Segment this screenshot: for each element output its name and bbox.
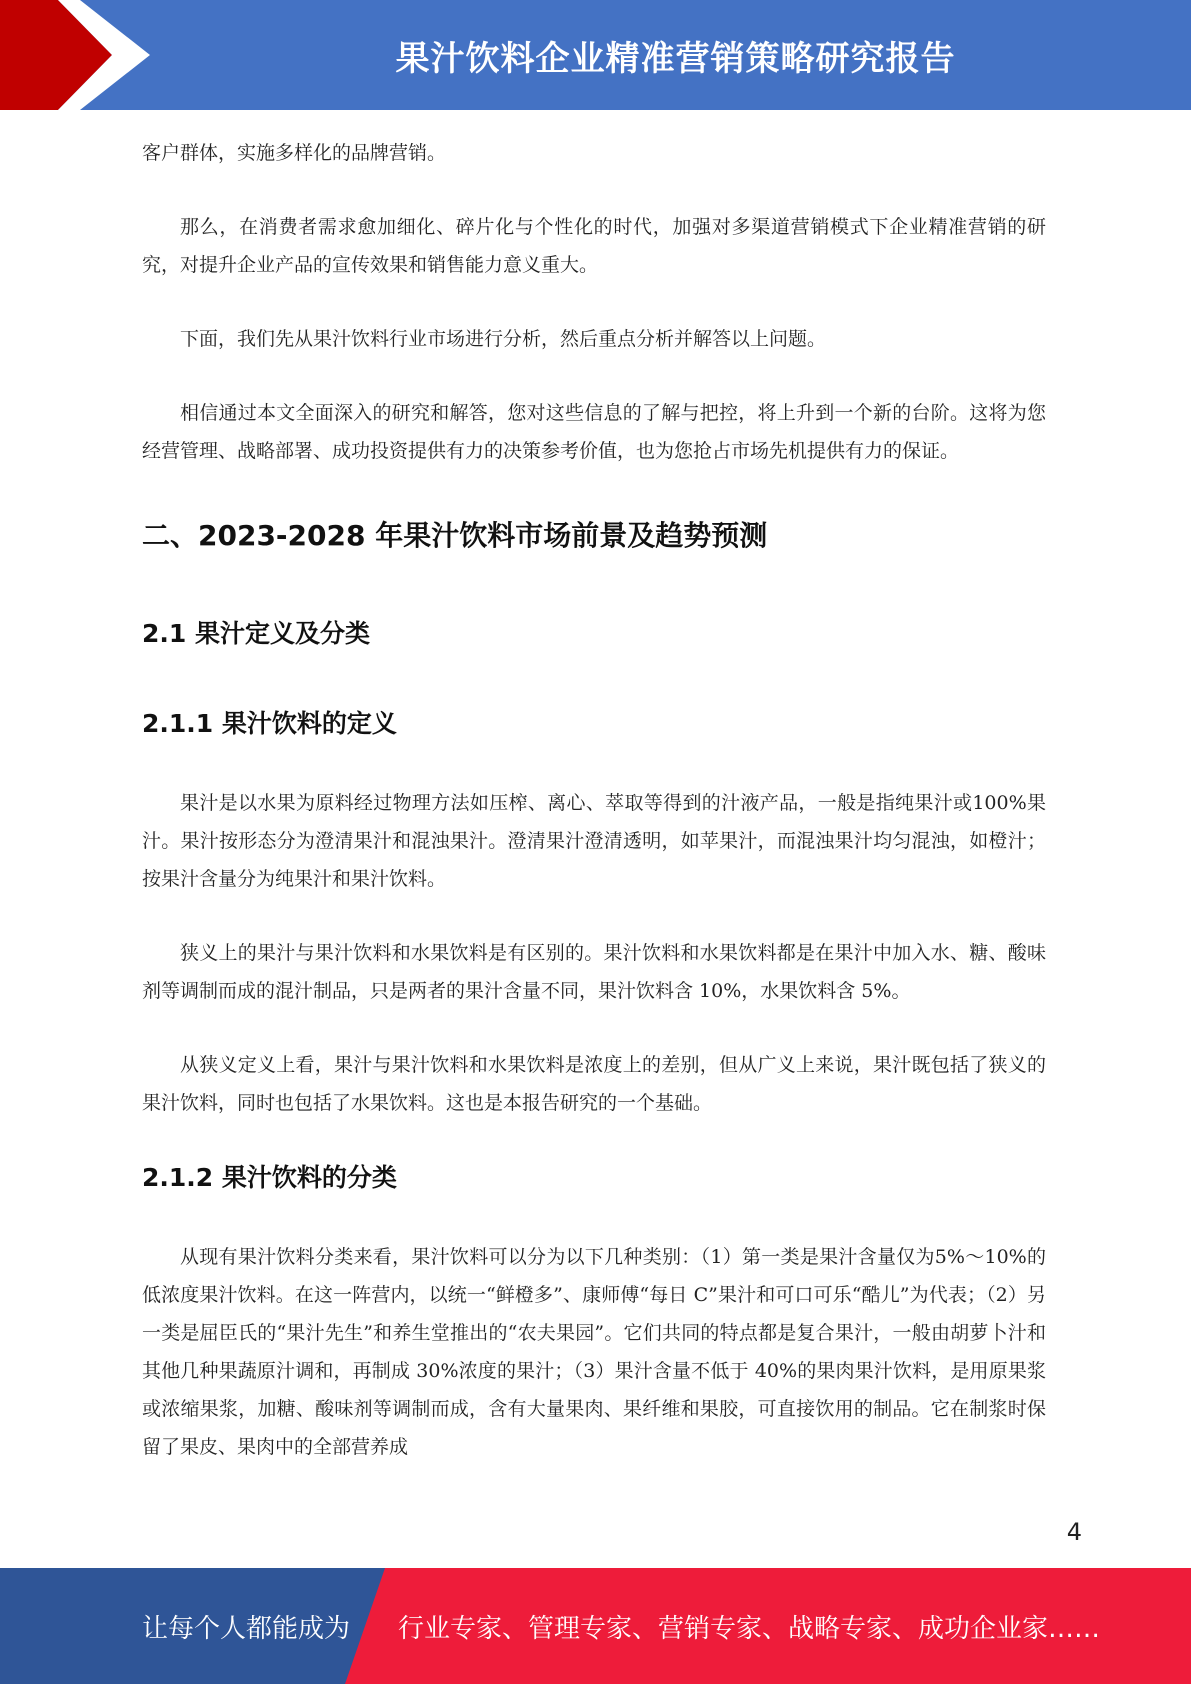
section-heading-2-1-2: 2.1.2 果汁饮料的分类 [142,1163,397,1192]
paragraph-8: 从现有果汁饮料分类来看，果汁饮料可以分为以下几种类别：（1）第一类是果汁含量仅为5%～10%的低浓度果汁饮料。在这一阵营内，以统一“鲜橙多”、康师傅“每日 C”果汁和可口可乐“酷儿”为代表；（2）另一类是屈臣氏的“果汁先生”和养生堂推出的“农夫果园”。它们共同的特点都是复合果汁，一般由胡萝卜汁和其他几种果蔬原汁调和，再制成 30%浓度的果汁；（3）果汁含量不低于 40%的果肉果汁饮料，是用原果浆或浓缩果浆，加糖、酸味剂等调制而成，含有大量果肉、果纤维和果胶，可直接饮用的制品。它在制浆时保留了果皮、果肉中的全部营养成 [142,1246,1046,1458]
page-body [142,134,1046,1466]
section-heading-2: 二、2023-2028 年果汁饮料市场前景及趋势预测 [142,519,768,552]
section-heading-2-1: 2.1 果汁定义及分类 [142,619,370,648]
paragraph-3: 下面，我们先从果汁饮料行业市场进行分析，然后重点分析并解答以上问题。 [180,328,827,350]
section-heading-2-1-1: 2.1.1 果汁饮料的定义 [142,709,397,738]
page-header [0,0,1191,110]
paragraph-1: 客户群体，实施多样化的品牌营销。 [142,142,447,164]
paragraph-5: 果汁是以水果为原料经过物理方法如压榨、离心、萃取等得到的汁液产品，一般是指纯果汁或100%果汁。果汁按形态分为澄清果汁和混浊果汁。澄清果汁澄清透明，如苹果汁，而混浊果汁均匀混浊，如橙汁；按果汁含量分为纯果汁和果汁饮料。 [142,792,1046,890]
report-title: 果汁饮料企业精准营销策略研究报告 [395,38,956,79]
page-number: 4 [1066,1518,1082,1546]
paragraph-4: 相信通过本文全面深入的研究和解答，您对这些信息的了解与把控，将上升到一个新的台阶。这将为您经营管理、战略部署、成功投资提供有力的决策参考价值，也为您抢占市场先机提供有力的保证。 [142,402,1046,462]
paragraph-2: 那么，在消费者需求愈加细化、碎片化与个性化的时代，加强对多渠道营销模式下企业精准营销的研究，对提升企业产品的宣传效果和销售能力意义重大。 [142,216,1046,276]
paragraph-7: 从狭义定义上看，果汁与果汁饮料和水果饮料是浓度上的差别，但从广义上来说，果汁既包括了狭义的果汁饮料，同时也包括了水果饮料。这也是本报告研究的一个基础。 [142,1054,1046,1114]
footer-slogan-right: 行业专家、管理专家、营销专家、战略专家、成功企业家…… [398,1613,1101,1644]
footer-slogan-left: 让每个人都能成为 [142,1613,351,1644]
paragraph-6: 狭义上的果汁与果汁饮料和水果饮料是有区别的。果汁饮料和水果饮料都是在果汁中加入水、糖、酸味剂等调制而成的混汁制品，只是两者的果汁含量不同，果汁饮料含 10%，水果饮料含 5%。 [142,942,1046,1002]
page-footer [0,1568,1191,1684]
